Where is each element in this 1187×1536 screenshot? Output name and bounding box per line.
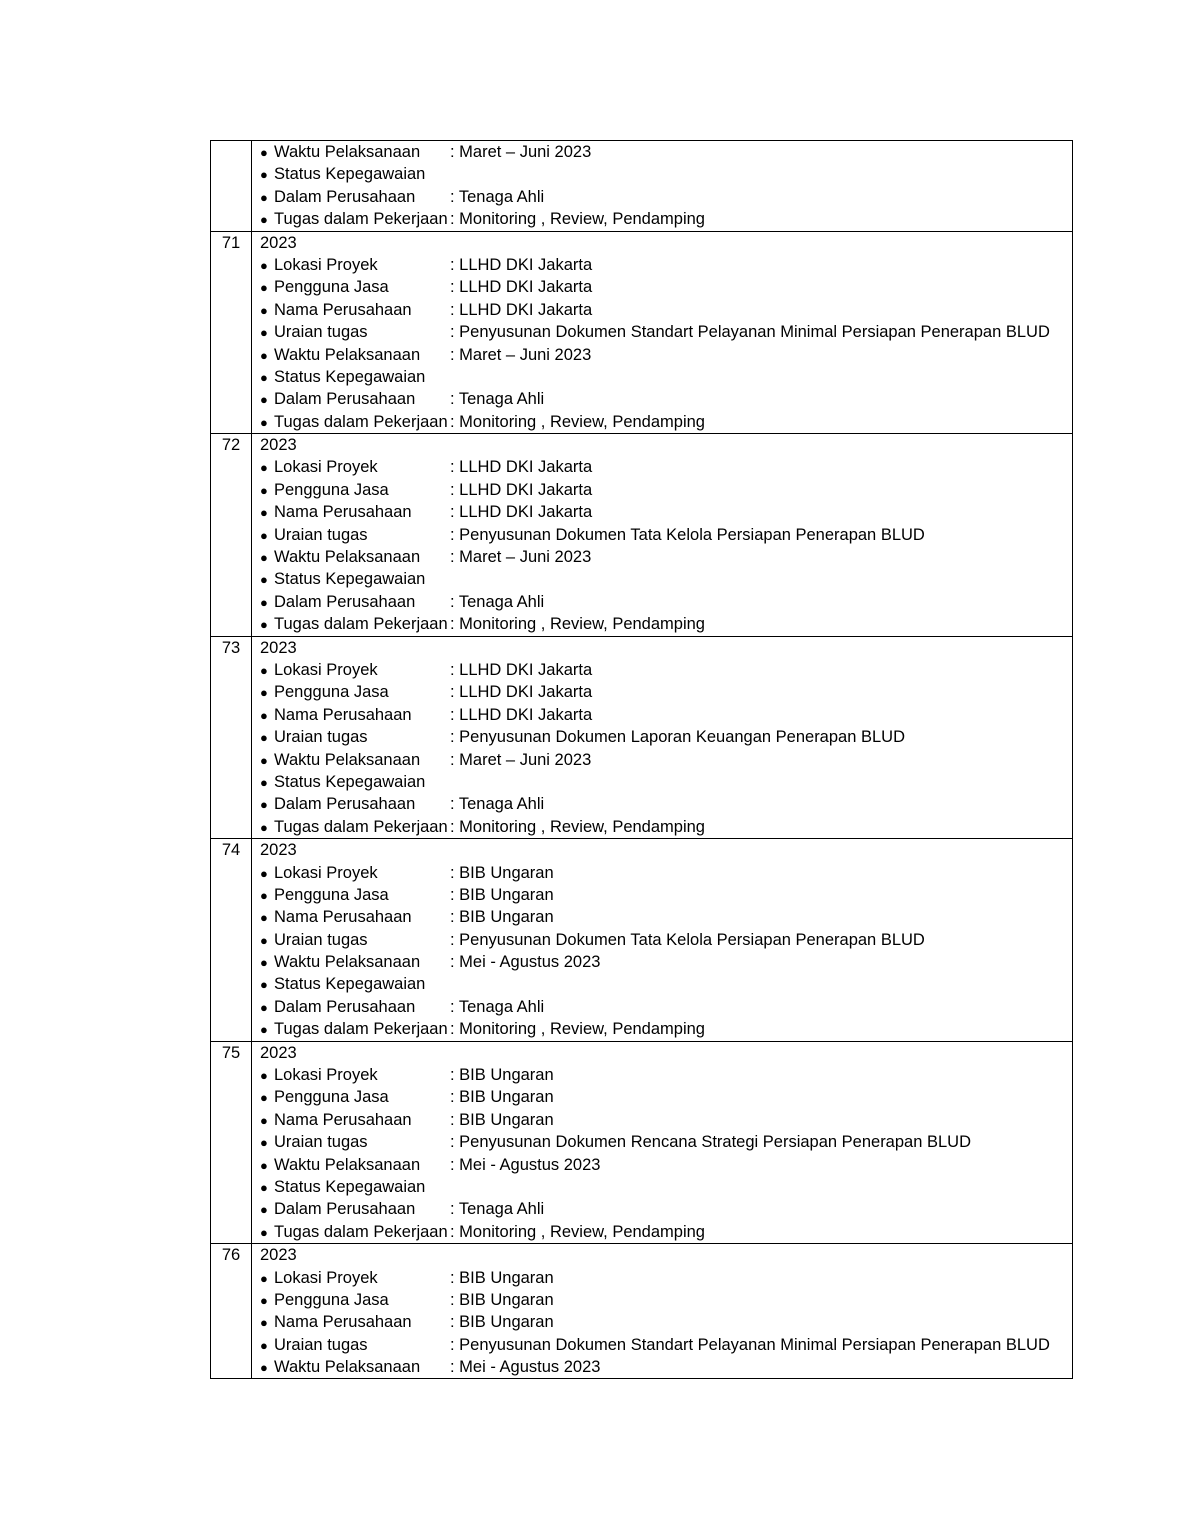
detail-label: Dalam Perusahaan bbox=[274, 390, 416, 409]
detail-label-wrap bbox=[260, 613, 450, 635]
row-content bbox=[252, 231, 1073, 434]
row-year: 2023 bbox=[260, 233, 297, 252]
bullet-icon: ● bbox=[260, 774, 268, 790]
detail-value: : LLHD DKI Jakarta bbox=[450, 683, 593, 702]
detail-value: : LLHD DKI Jakarta bbox=[450, 458, 593, 477]
detail-item bbox=[260, 456, 1072, 478]
detail-value bbox=[450, 1176, 1072, 1198]
detail-label-wrap bbox=[260, 793, 450, 815]
detail-value: : Mei - Agustus 2023 bbox=[450, 1358, 601, 1377]
table-row bbox=[211, 1244, 1073, 1379]
detail-item bbox=[260, 1289, 1072, 1311]
detail-item bbox=[260, 951, 1072, 973]
bullet-icon: ● bbox=[260, 955, 268, 971]
bullet-icon: ● bbox=[260, 189, 268, 205]
detail-label: Tugas dalam Pekerjaan bbox=[274, 615, 448, 634]
detail-label: Nama Perusahaan bbox=[274, 1110, 412, 1129]
detail-item bbox=[260, 1198, 1072, 1220]
row-year: 2023 bbox=[260, 1043, 297, 1062]
detail-value: : Monitoring , Review, Pendamping bbox=[450, 210, 705, 229]
detail-label-wrap bbox=[260, 1198, 450, 1220]
detail-item bbox=[260, 884, 1072, 906]
detail-label-wrap bbox=[260, 884, 450, 906]
bullet-icon: ● bbox=[260, 1112, 268, 1128]
bullet-icon: ● bbox=[260, 392, 268, 408]
bullet-icon: ● bbox=[260, 797, 268, 813]
detail-value: : Mei - Agustus 2023 bbox=[450, 1155, 601, 1174]
detail-value: : Tenaga Ahli bbox=[450, 592, 545, 611]
detail-label-wrap bbox=[260, 388, 450, 410]
detail-value: : Maret – Juni 2023 bbox=[450, 750, 592, 769]
detail-label: Pengguna Jasa bbox=[274, 885, 389, 904]
detail-value: : BIB Ungaran bbox=[450, 908, 554, 927]
bullet-icon: ● bbox=[260, 1315, 268, 1331]
detail-label-wrap bbox=[260, 1154, 450, 1176]
detail-value: : Monitoring , Review, Pendamping bbox=[450, 412, 705, 431]
table-row bbox=[211, 839, 1073, 1042]
experience-table-body bbox=[211, 141, 1073, 1379]
detail-item bbox=[260, 862, 1072, 884]
bullet-icon: ● bbox=[260, 1360, 268, 1376]
detail-label-wrap bbox=[260, 1334, 450, 1356]
detail-item bbox=[260, 749, 1072, 771]
detail-label-wrap bbox=[260, 1176, 450, 1198]
detail-label-wrap bbox=[260, 726, 450, 748]
detail-value: : LLHD DKI Jakarta bbox=[450, 705, 593, 724]
detail-label: Tugas dalam Pekerjaan bbox=[274, 210, 448, 229]
detail-label: Lokasi Proyek bbox=[274, 863, 378, 882]
row-year: 2023 bbox=[260, 436, 297, 455]
detail-item bbox=[260, 366, 1072, 388]
detail-item bbox=[260, 1018, 1072, 1040]
bullet-icon: ● bbox=[260, 1135, 268, 1151]
bullet-icon: ● bbox=[260, 325, 268, 341]
detail-label: Lokasi Proyek bbox=[274, 255, 378, 274]
detail-item bbox=[260, 996, 1072, 1018]
detail-value: : LLHD DKI Jakarta bbox=[450, 300, 593, 319]
detail-item bbox=[260, 254, 1072, 276]
experience-table bbox=[210, 140, 1073, 1379]
detail-label-wrap bbox=[260, 163, 450, 185]
detail-value bbox=[450, 366, 1072, 388]
detail-label-wrap bbox=[260, 681, 450, 703]
detail-value: : Tenaga Ahli bbox=[450, 997, 545, 1016]
bullet-icon: ● bbox=[260, 1292, 268, 1308]
detail-label-wrap bbox=[260, 929, 450, 951]
detail-item bbox=[260, 1221, 1072, 1243]
detail-label-wrap bbox=[260, 568, 450, 590]
detail-label-wrap bbox=[260, 524, 450, 546]
detail-label-wrap bbox=[260, 479, 450, 501]
row-content bbox=[252, 636, 1073, 839]
detail-label-wrap bbox=[260, 1311, 450, 1333]
detail-label-wrap bbox=[260, 254, 450, 276]
bullet-icon: ● bbox=[260, 662, 268, 678]
detail-label-wrap bbox=[260, 299, 450, 321]
bullet-icon: ● bbox=[260, 730, 268, 746]
detail-label-wrap bbox=[260, 704, 450, 726]
bullet-icon: ● bbox=[260, 302, 268, 318]
detail-label: Status Kepegawaian bbox=[274, 1177, 426, 1196]
detail-value: : LLHD DKI Jakarta bbox=[450, 480, 593, 499]
detail-label: Dalam Perusahaan bbox=[274, 187, 416, 206]
bullet-icon: ● bbox=[260, 369, 268, 385]
detail-label-wrap bbox=[260, 411, 450, 433]
row-year: 2023 bbox=[260, 1246, 297, 1265]
detail-item bbox=[260, 1176, 1072, 1198]
detail-item bbox=[260, 411, 1072, 433]
detail-label-wrap bbox=[260, 1086, 450, 1108]
detail-item bbox=[260, 501, 1072, 523]
detail-value: : LLHD DKI Jakarta bbox=[450, 255, 593, 274]
bullet-icon: ● bbox=[260, 145, 268, 160]
bullet-icon: ● bbox=[260, 1202, 268, 1218]
detail-label: Nama Perusahaan bbox=[274, 1313, 412, 1332]
bullet-icon: ● bbox=[260, 617, 268, 633]
detail-item bbox=[260, 771, 1072, 793]
detail-value: : Penyusunan Dokumen Standart Pelayanan Minimal Persiapan Penerapan BLUD bbox=[450, 1335, 1050, 1354]
detail-value bbox=[450, 771, 1072, 793]
detail-label-wrap bbox=[260, 816, 450, 838]
detail-label: Dalam Perusahaan bbox=[274, 592, 416, 611]
detail-item bbox=[260, 1267, 1072, 1289]
bullet-icon: ● bbox=[260, 347, 268, 363]
detail-label: Lokasi Proyek bbox=[274, 660, 378, 679]
detail-label: Status Kepegawaian bbox=[274, 975, 426, 994]
table-row bbox=[211, 1041, 1073, 1244]
detail-item bbox=[260, 793, 1072, 815]
detail-item bbox=[260, 299, 1072, 321]
row-number: 75 bbox=[211, 1041, 252, 1244]
detail-label: Nama Perusahaan bbox=[274, 908, 412, 927]
detail-value bbox=[450, 568, 1072, 590]
detail-label-wrap bbox=[260, 771, 450, 793]
bullet-icon: ● bbox=[260, 999, 268, 1015]
detail-label-wrap bbox=[260, 321, 450, 343]
detail-item bbox=[260, 973, 1072, 995]
row-content bbox=[252, 141, 1073, 232]
detail-label-wrap bbox=[260, 1289, 450, 1311]
detail-item bbox=[260, 186, 1072, 208]
detail-label: Dalam Perusahaan bbox=[274, 795, 416, 814]
row-year: 2023 bbox=[260, 841, 297, 860]
detail-item bbox=[260, 591, 1072, 613]
detail-value: : BIB Ungaran bbox=[450, 1313, 554, 1332]
detail-label: Tugas dalam Pekerjaan bbox=[274, 1222, 448, 1241]
detail-label-wrap bbox=[260, 906, 450, 928]
detail-label: Lokasi Proyek bbox=[274, 458, 378, 477]
bullet-icon: ● bbox=[260, 280, 268, 296]
bullet-icon: ● bbox=[260, 977, 268, 993]
detail-label: Status Kepegawaian bbox=[274, 165, 426, 184]
detail-item bbox=[260, 1154, 1072, 1176]
detail-value: : LLHD DKI Jakarta bbox=[450, 660, 593, 679]
detail-label: Lokasi Proyek bbox=[274, 1066, 378, 1085]
row-number: 73 bbox=[211, 636, 252, 839]
detail-value: : BIB Ungaran bbox=[450, 885, 554, 904]
detail-value: : Maret – Juni 2023 bbox=[450, 143, 592, 161]
detail-label-wrap bbox=[260, 1064, 450, 1086]
bullet-icon: ● bbox=[260, 572, 268, 588]
detail-label: Uraian tugas bbox=[274, 930, 368, 949]
detail-value: : Penyusunan Dokumen Tata Kelola Persiapan Penerapan BLUD bbox=[450, 930, 925, 949]
detail-value: : Maret – Juni 2023 bbox=[450, 548, 592, 567]
table-row bbox=[211, 231, 1073, 434]
detail-item bbox=[260, 1131, 1072, 1153]
detail-value: : Penyusunan Dokumen Laporan Keuangan Penerapan BLUD bbox=[450, 728, 905, 747]
detail-value: : Monitoring , Review, Pendamping bbox=[450, 615, 705, 634]
detail-label-wrap bbox=[260, 1131, 450, 1153]
bullet-icon: ● bbox=[260, 910, 268, 926]
detail-label: Waktu Pelaksanaan bbox=[274, 953, 421, 972]
detail-label: Waktu Pelaksanaan bbox=[274, 1358, 421, 1377]
detail-value: : Maret – Juni 2023 bbox=[450, 345, 592, 364]
detail-label: Uraian tugas bbox=[274, 525, 368, 544]
detail-item bbox=[260, 163, 1072, 185]
detail-item bbox=[260, 704, 1072, 726]
bullet-icon: ● bbox=[260, 1090, 268, 1106]
detail-label: Dalam Perusahaan bbox=[274, 997, 416, 1016]
table-row bbox=[211, 636, 1073, 839]
bullet-icon: ● bbox=[260, 932, 268, 948]
detail-label: Pengguna Jasa bbox=[274, 1290, 389, 1309]
detail-label: Status Kepegawaian bbox=[274, 772, 426, 791]
row-number: 74 bbox=[211, 839, 252, 1042]
bullet-icon: ● bbox=[260, 482, 268, 498]
detail-value: : BIB Ungaran bbox=[450, 863, 554, 882]
detail-item bbox=[260, 726, 1072, 748]
detail-value: : BIB Ungaran bbox=[450, 1066, 554, 1085]
bullet-icon: ● bbox=[260, 887, 268, 903]
bullet-icon: ● bbox=[260, 1337, 268, 1353]
bullet-icon: ● bbox=[260, 414, 268, 430]
detail-label: Nama Perusahaan bbox=[274, 705, 412, 724]
detail-label-wrap bbox=[260, 749, 450, 771]
bullet-icon: ● bbox=[260, 527, 268, 543]
detail-label-wrap bbox=[260, 1018, 450, 1040]
detail-label: Tugas dalam Pekerjaan bbox=[274, 412, 448, 431]
detail-label: Uraian tugas bbox=[274, 1335, 368, 1354]
detail-label: Uraian tugas bbox=[274, 1133, 368, 1152]
detail-item bbox=[260, 524, 1072, 546]
detail-item bbox=[260, 276, 1072, 298]
detail-label-wrap bbox=[260, 996, 450, 1018]
row-content bbox=[252, 839, 1073, 1042]
detail-value: : Tenaga Ahli bbox=[450, 390, 545, 409]
bullet-icon: ● bbox=[260, 212, 268, 228]
detail-label: Tugas dalam Pekerjaan bbox=[274, 817, 448, 836]
detail-label-wrap bbox=[260, 1267, 450, 1289]
detail-label: Waktu Pelaksanaan bbox=[274, 1155, 421, 1174]
row-number: 71 bbox=[211, 231, 252, 434]
detail-item bbox=[260, 659, 1072, 681]
bullet-icon: ● bbox=[260, 1179, 268, 1195]
bullet-icon: ● bbox=[260, 1224, 268, 1240]
detail-item bbox=[260, 681, 1072, 703]
detail-value: : BIB Ungaran bbox=[450, 1290, 554, 1309]
detail-label-wrap bbox=[260, 546, 450, 568]
detail-label-wrap bbox=[260, 951, 450, 973]
detail-value: : Monitoring , Review, Pendamping bbox=[450, 1020, 705, 1039]
detail-value bbox=[450, 163, 1072, 185]
detail-label-wrap bbox=[260, 141, 450, 163]
detail-label: Pengguna Jasa bbox=[274, 480, 389, 499]
detail-item bbox=[260, 1356, 1072, 1378]
detail-label-wrap bbox=[260, 366, 450, 388]
detail-label: Pengguna Jasa bbox=[274, 683, 389, 702]
detail-item bbox=[260, 1334, 1072, 1356]
detail-value: : Monitoring , Review, Pendamping bbox=[450, 1222, 705, 1241]
detail-item bbox=[260, 816, 1072, 838]
row-content bbox=[252, 1244, 1073, 1379]
detail-value: : Penyusunan Dokumen Rencana Strategi Persiapan Penerapan BLUD bbox=[450, 1133, 971, 1152]
detail-label: Uraian tugas bbox=[274, 323, 368, 342]
bullet-icon: ● bbox=[260, 865, 268, 881]
detail-value: : Tenaga Ahli bbox=[450, 187, 545, 206]
detail-label: Nama Perusahaan bbox=[274, 503, 412, 522]
detail-label: Pengguna Jasa bbox=[274, 1088, 389, 1107]
detail-label-wrap bbox=[260, 591, 450, 613]
detail-item bbox=[260, 613, 1072, 635]
detail-item bbox=[260, 929, 1072, 951]
detail-label: Waktu Pelaksanaan bbox=[274, 143, 421, 161]
detail-item bbox=[260, 479, 1072, 501]
detail-value: : Tenaga Ahli bbox=[450, 1200, 545, 1219]
bullet-icon: ● bbox=[260, 505, 268, 521]
table-row bbox=[211, 141, 1073, 232]
detail-value: : Penyusunan Dokumen Standart Pelayanan Minimal Persiapan Penerapan BLUD bbox=[450, 323, 1050, 342]
detail-item bbox=[260, 906, 1072, 928]
detail-label-wrap bbox=[260, 862, 450, 884]
detail-label-wrap bbox=[260, 344, 450, 366]
bullet-icon: ● bbox=[260, 1068, 268, 1084]
detail-value: : Tenaga Ahli bbox=[450, 795, 545, 814]
bullet-icon: ● bbox=[260, 1270, 268, 1286]
detail-value: : BIB Ungaran bbox=[450, 1110, 554, 1129]
detail-label-wrap bbox=[260, 276, 450, 298]
row-number: 76 bbox=[211, 1244, 252, 1379]
detail-item bbox=[260, 546, 1072, 568]
detail-label: Dalam Perusahaan bbox=[274, 1200, 416, 1219]
detail-item bbox=[260, 1064, 1072, 1086]
detail-item bbox=[260, 141, 1072, 163]
table-row bbox=[211, 434, 1073, 637]
detail-label-wrap bbox=[260, 1221, 450, 1243]
detail-value bbox=[450, 973, 1072, 995]
detail-value: : BIB Ungaran bbox=[450, 1088, 554, 1107]
detail-item bbox=[260, 321, 1072, 343]
detail-value: : LLHD DKI Jakarta bbox=[450, 278, 593, 297]
detail-value: : Monitoring , Review, Pendamping bbox=[450, 817, 705, 836]
bullet-icon: ● bbox=[260, 594, 268, 610]
detail-label-wrap bbox=[260, 1356, 450, 1378]
detail-item bbox=[260, 388, 1072, 410]
detail-label-wrap bbox=[260, 186, 450, 208]
detail-value: : Mei - Agustus 2023 bbox=[450, 953, 601, 972]
detail-label: Waktu Pelaksanaan bbox=[274, 548, 421, 567]
detail-label: Waktu Pelaksanaan bbox=[274, 750, 421, 769]
detail-label-wrap bbox=[260, 659, 450, 681]
detail-label-wrap bbox=[260, 208, 450, 230]
row-year: 2023 bbox=[260, 638, 297, 657]
detail-label: Pengguna Jasa bbox=[274, 278, 389, 297]
detail-label: Lokasi Proyek bbox=[274, 1268, 378, 1287]
detail-label-wrap bbox=[260, 1109, 450, 1131]
detail-value: : Penyusunan Dokumen Tata Kelola Persiapan Penerapan BLUD bbox=[450, 525, 925, 544]
detail-label: Tugas dalam Pekerjaan bbox=[274, 1020, 448, 1039]
detail-label: Uraian tugas bbox=[274, 728, 368, 747]
row-content bbox=[252, 1041, 1073, 1244]
detail-label-wrap bbox=[260, 973, 450, 995]
bullet-icon: ● bbox=[260, 1022, 268, 1038]
bullet-icon: ● bbox=[260, 752, 268, 768]
detail-label: Status Kepegawaian bbox=[274, 570, 426, 589]
bullet-icon: ● bbox=[260, 707, 268, 723]
detail-label: Nama Perusahaan bbox=[274, 300, 412, 319]
detail-label-wrap bbox=[260, 501, 450, 523]
detail-label-wrap bbox=[260, 456, 450, 478]
detail-item bbox=[260, 568, 1072, 590]
bullet-icon: ● bbox=[260, 1157, 268, 1173]
detail-value: : LLHD DKI Jakarta bbox=[450, 503, 593, 522]
bullet-icon: ● bbox=[260, 685, 268, 701]
detail-label: Status Kepegawaian bbox=[274, 367, 426, 386]
row-content bbox=[252, 434, 1073, 637]
row-number: 72 bbox=[211, 434, 252, 637]
bullet-icon: ● bbox=[260, 167, 268, 183]
detail-item bbox=[260, 1311, 1072, 1333]
detail-value: : BIB Ungaran bbox=[450, 1268, 554, 1287]
detail-item bbox=[260, 208, 1072, 230]
detail-item bbox=[260, 1086, 1072, 1108]
detail-label: Waktu Pelaksanaan bbox=[274, 345, 421, 364]
bullet-icon: ● bbox=[260, 819, 268, 835]
bullet-icon: ● bbox=[260, 257, 268, 273]
row-number bbox=[211, 141, 252, 232]
detail-item bbox=[260, 344, 1072, 366]
detail-item bbox=[260, 1109, 1072, 1131]
bullet-icon: ● bbox=[260, 460, 268, 476]
bullet-icon: ● bbox=[260, 550, 268, 566]
